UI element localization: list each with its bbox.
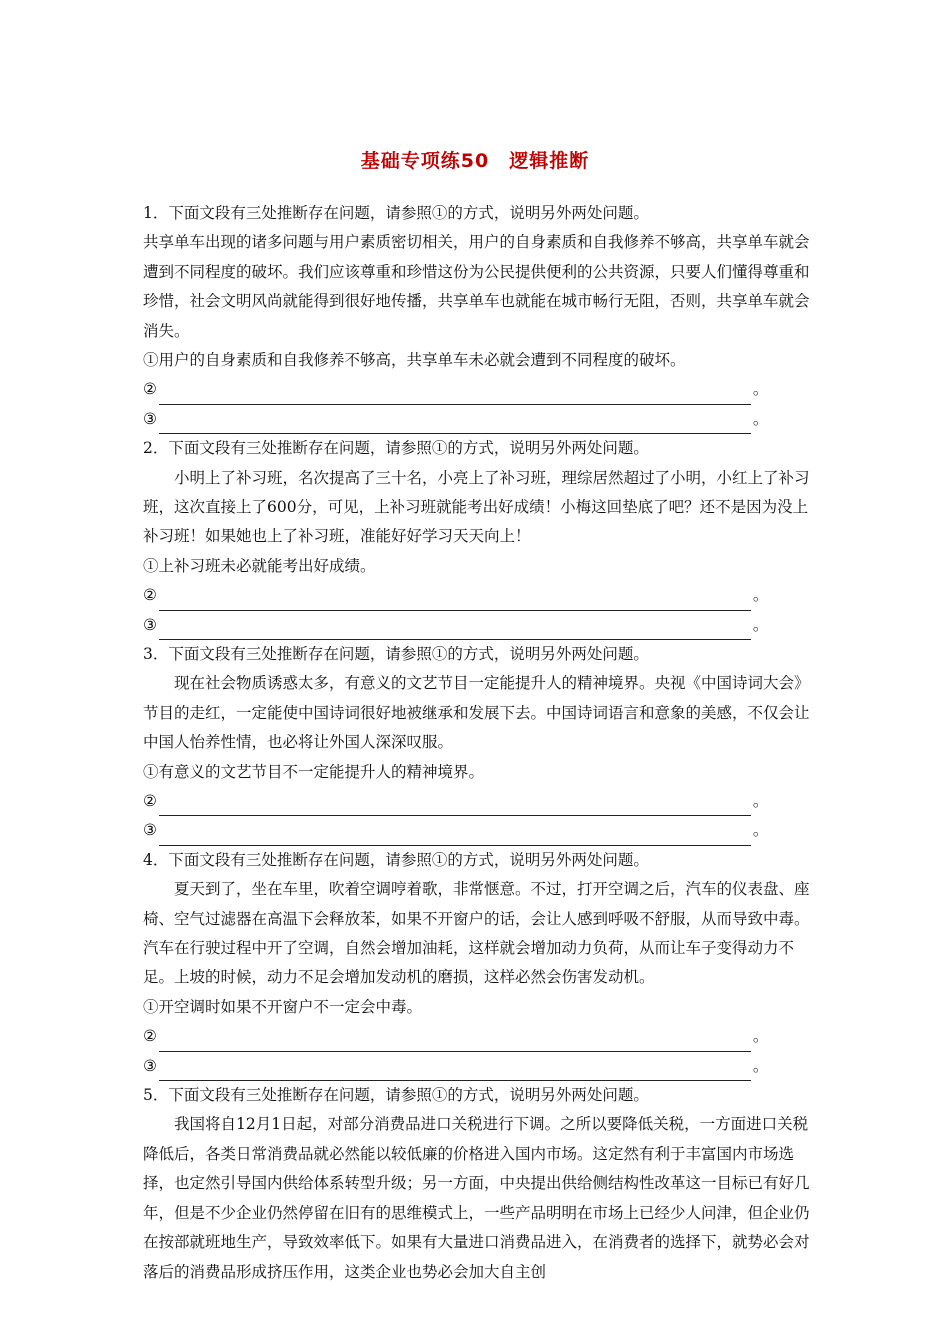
period: 。 <box>752 380 769 399</box>
answer-blank-3[interactable] <box>143 1052 823 1081</box>
example-answer: ①有意义的文艺节目不一定能提升人的精神境界。 <box>143 762 485 781</box>
answer-line[interactable] <box>159 590 751 611</box>
question-passage: 小明上了补习班，名次提高了三十名，小亮上了补习班，理综居然超过了小明，小红上了补习班，这次直接上了600分，可见，上补习班就能考出好成绩！小梅这回垫底了吧？还不是因为没上补习班！如果她也上了补习班，准能好好学习天天向上！ <box>143 468 810 546</box>
question-3 <box>143 640 823 846</box>
question-4 <box>143 846 823 1081</box>
answer-line[interactable] <box>159 1060 751 1081</box>
answer-blank-2[interactable] <box>143 581 823 610</box>
question-prompt: 4．下面文段有三处推断存在问题，请参照①的方式，说明另外两处问题。 <box>143 850 649 869</box>
blank-number: ③ <box>143 615 157 634</box>
example-answer: ①用户的自身素质和自我修养不够高，共享单车未必就会遭到不同程度的破坏。 <box>143 351 686 370</box>
period: 。 <box>752 792 769 811</box>
answer-blank-2[interactable] <box>143 375 823 404</box>
question-passage: 我国将自12月1日起，对部分消费品进口关税进行下调。之所以要降低关税，一方面进口关税降低后，各类日常消费品就必然能以较低廉的价格进入国内市场。这定然有利于丰富国内市场选择，也定然引导国内供给体系转型升级；另一方面，中央提出供给侧结构性改革这一目标已有好几年，但是不少企业仍然停留在旧有的思维模式上，一些产品明明在市场上已经少人问津，但企业仍在按部就班地生产，导致效率低下。如果有大量进口消费品进入，在消费者的选择下，就势必会对落后的消费品形成挤压作用，这类企业也势必会加大自主创 <box>143 1115 810 1281</box>
question-passage: 夏天到了，坐在车里，吹着空调哼着歌，非常惬意。不过，打开空调之后，汽车的仪表盘、座椅、空气过滤器在高温下会释放苯，如果不开窗户的话，会让人感到呼吸不舒服，从而导致中毒。汽车在行驶过程中开了空调，自然会增加油耗，这样就会增加动力负荷，从而让车子变得动力不足。上坡的时候，动力不足会增加发动机的磨损，这样必然会伤害发动机。 <box>143 880 810 987</box>
blank-number: ③ <box>143 1056 157 1075</box>
question-5 <box>143 1081 823 1287</box>
blank-number: ② <box>143 792 157 811</box>
answer-blank-3[interactable] <box>143 405 823 434</box>
answer-blank-2[interactable] <box>143 787 823 816</box>
answer-line[interactable] <box>159 825 751 846</box>
period: 。 <box>752 586 769 605</box>
example-answer: ①上补习班未必就能考出好成绩。 <box>143 556 376 575</box>
answer-line[interactable] <box>159 413 751 434</box>
answer-line[interactable] <box>159 1031 751 1052</box>
period: 。 <box>752 1027 769 1046</box>
exercise-content <box>143 199 823 1287</box>
question-passage: 现在社会物质诱惑太多，有意义的文艺节目一定能提升人的精神境界。央视《中国诗词大会》节目的走红，一定能使中国诗词很好地被继承和发展下去。中国诗词语言和意象的美感，不仅会让中国人怡养性情，也必将让外国人深深叹服。 <box>143 674 810 752</box>
blank-number: ② <box>143 586 157 605</box>
answer-blank-3[interactable] <box>143 816 823 845</box>
blank-number: ③ <box>143 409 157 428</box>
blank-number: ③ <box>143 821 157 840</box>
question-prompt: 1．下面文段有三处推断存在问题，请参照①的方式，说明另外两处问题。 <box>143 204 649 222</box>
question-passage: 共享单车出现的诸多问题与用户素质密切相关，用户的自身素质和自我修养不够高，共享单车就会遭到不同程度的破坏。我们应该尊重和珍惜这份为公民提供便利的公共资源，只要人们懂得尊重和珍惜，社会文明风尚就能得到很好地传播，共享单车也就能在城市畅行无阻，否则，共享单车就会消失。 <box>143 233 810 340</box>
question-prompt: 2．下面文段有三处推断存在问题，请参照①的方式，说明另外两处问题。 <box>143 439 649 458</box>
page-title: 基础专项练50 逻辑推断 <box>360 150 590 172</box>
question-2 <box>143 434 823 640</box>
answer-line[interactable] <box>159 384 751 405</box>
example-answer: ①开空调时如果不开窗户不一定会中毒。 <box>143 997 423 1016</box>
question-prompt: 3．下面文段有三处推断存在问题，请参照①的方式，说明另外两处问题。 <box>143 645 649 664</box>
period: 。 <box>752 1056 769 1075</box>
question-1 <box>143 199 823 434</box>
answer-line[interactable] <box>159 619 751 640</box>
answer-blank-2[interactable] <box>143 1022 823 1051</box>
blank-number: ② <box>143 1027 157 1046</box>
blank-number: ② <box>143 380 157 399</box>
answer-blank-3[interactable] <box>143 611 823 640</box>
period: 。 <box>752 409 769 428</box>
question-prompt: 5．下面文段有三处推断存在问题，请参照①的方式，说明另外两处问题。 <box>143 1086 649 1105</box>
period: 。 <box>752 821 769 840</box>
period: 。 <box>752 615 769 634</box>
answer-line[interactable] <box>159 795 751 816</box>
